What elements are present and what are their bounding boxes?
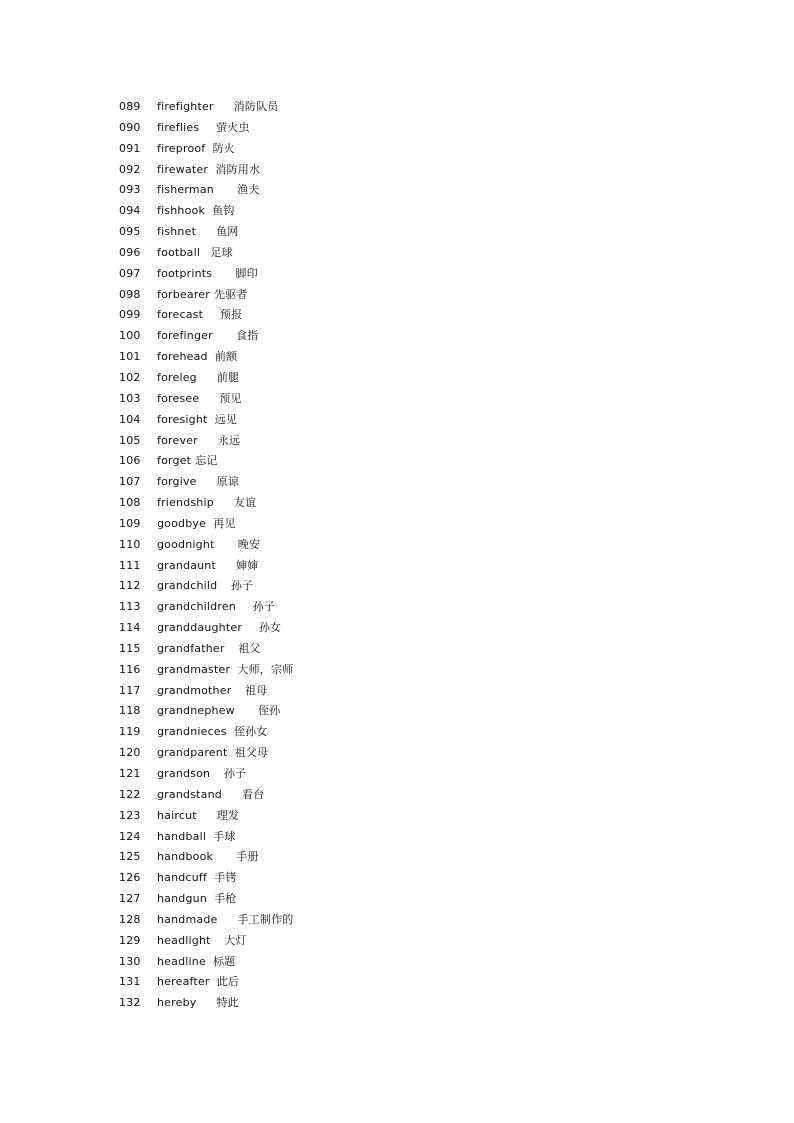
- list-item: [119, 410, 519, 431]
- entry-meaning: 祖母: [245, 683, 268, 697]
- list-item: [119, 868, 519, 889]
- list-item: [119, 785, 519, 806]
- entry-meaning: 看台: [241, 787, 265, 801]
- entry-meaning: 再见: [213, 516, 236, 530]
- entry-number: 126: [119, 871, 141, 885]
- entry-number: 103: [119, 391, 141, 405]
- entry-word: fishhook: [157, 204, 206, 218]
- entry-meaning: 萤火虫: [216, 120, 250, 134]
- list-item: [119, 972, 519, 993]
- list-item: [119, 701, 519, 722]
- entry-meaning: 远见: [214, 412, 238, 426]
- entry-word: firefighter: [157, 100, 214, 113]
- entry-word: forefinger: [157, 329, 213, 343]
- entry-number: 111: [119, 558, 141, 572]
- entry-meaning: 脚印: [235, 266, 258, 280]
- entry-meaning: 消防队员: [233, 100, 279, 113]
- entry-number: 109: [119, 516, 141, 530]
- entry-word: fishnet: [157, 225, 197, 239]
- list-item: [119, 639, 519, 660]
- entry-number: 124: [119, 829, 141, 843]
- entry-meaning: 预报: [219, 308, 243, 322]
- list-item: [119, 931, 519, 952]
- entry-word: forever: [157, 433, 198, 447]
- entry-number: 128: [119, 912, 141, 926]
- list-item: [119, 201, 519, 222]
- entry-word: handmade: [157, 912, 218, 926]
- entry-word: grandfather: [157, 641, 225, 655]
- entry-number: 127: [119, 892, 141, 906]
- list-item: [119, 535, 519, 556]
- list-item: [119, 681, 519, 702]
- entry-meaning: 防火: [212, 141, 235, 155]
- list-item: [119, 160, 519, 181]
- entry-number: 117: [119, 683, 141, 697]
- entry-meaning: 食指: [236, 329, 259, 343]
- list-item: [119, 618, 519, 639]
- entry-word: granddaughter: [157, 621, 243, 635]
- entry-word: handcuff: [157, 871, 208, 885]
- list-item: [119, 431, 519, 452]
- list-item: [119, 556, 519, 577]
- entry-word: forecast: [157, 308, 204, 322]
- entry-meaning: 晚安: [237, 537, 261, 551]
- list-item: [119, 993, 519, 1014]
- entry-number: 108: [119, 496, 141, 510]
- entry-number: 132: [119, 996, 141, 1010]
- vocabulary-list: [119, 97, 519, 1014]
- entry-number: 115: [119, 641, 141, 655]
- list-item: [119, 910, 519, 931]
- entry-word: football: [157, 245, 201, 259]
- list-item: [119, 847, 519, 868]
- entry-word: grandson: [157, 767, 211, 780]
- list-item: [119, 368, 519, 389]
- entry-number: 131: [119, 975, 141, 989]
- entry-word: forgive: [157, 475, 197, 489]
- entry-meaning: 足球: [210, 245, 233, 259]
- entry-meaning: 忘记: [195, 454, 218, 468]
- entry-word: haircut: [157, 808, 197, 822]
- entry-number: 102: [119, 370, 141, 384]
- entry-number: 104: [119, 412, 141, 426]
- entry-meaning: 先驱者: [214, 287, 248, 301]
- list-item: [119, 222, 519, 243]
- entry-word: footprints: [157, 266, 213, 280]
- entry-number: 116: [119, 662, 141, 676]
- entry-meaning: 前额: [214, 350, 238, 364]
- entry-word: foreleg: [157, 370, 197, 384]
- entry-word: headlight: [157, 933, 211, 947]
- entry-word: firewater: [157, 162, 209, 176]
- entry-word: handball: [157, 829, 207, 843]
- entry-word: foresee: [157, 391, 200, 405]
- list-item: [119, 305, 519, 326]
- entry-meaning: 孙子: [252, 600, 276, 614]
- entry-meaning: 孙子: [230, 579, 254, 593]
- entry-number: 098: [119, 287, 141, 301]
- entry-word: foresight: [157, 412, 208, 426]
- entry-number: 096: [119, 245, 141, 259]
- list-item: [119, 139, 519, 160]
- list-item: [119, 451, 519, 472]
- entry-meaning: 孙女: [258, 621, 282, 635]
- list-item: [119, 722, 519, 743]
- entry-meaning: 祖父: [238, 641, 261, 655]
- entry-word: grandstand: [157, 787, 222, 801]
- list-item: [119, 806, 519, 827]
- entry-meaning: 大灯: [224, 933, 247, 947]
- list-item: [119, 97, 519, 118]
- entry-word: grandnieces: [157, 725, 227, 739]
- entry-number: 094: [119, 204, 141, 218]
- list-item: [119, 347, 519, 368]
- list-item: [119, 597, 519, 618]
- entry-number: 112: [119, 579, 141, 593]
- entry-number: 123: [119, 808, 141, 822]
- entry-word: handgun: [157, 892, 207, 906]
- entry-number: 097: [119, 266, 141, 280]
- entry-meaning: 手工制作的: [237, 912, 294, 926]
- list-item: [119, 180, 519, 201]
- list-item: [119, 243, 519, 264]
- entry-word: hereafter: [157, 975, 210, 989]
- entry-meaning: 鱼钩: [212, 204, 235, 218]
- entry-word: hereby: [157, 996, 197, 1010]
- entry-number: 093: [119, 183, 141, 197]
- list-item: [119, 889, 519, 910]
- entry-number: 091: [119, 141, 141, 155]
- list-item: [119, 389, 519, 410]
- entry-word: friendship: [157, 496, 214, 510]
- entry-word: fireflies: [157, 120, 200, 134]
- entry-meaning: 手枪: [214, 892, 237, 906]
- entry-meaning: 理发: [216, 808, 240, 822]
- entry-meaning: 祖父母: [234, 746, 269, 760]
- entry-meaning: 侄孙女: [233, 725, 268, 739]
- list-item: [119, 952, 519, 973]
- entry-meaning: 渔夫: [237, 183, 260, 197]
- entry-number: 105: [119, 433, 141, 447]
- entry-meaning: 孙子: [223, 767, 247, 780]
- list-item: [119, 514, 519, 535]
- list-item: [119, 285, 519, 306]
- entry-meaning: 手球: [213, 829, 236, 843]
- entry-number: 106: [119, 454, 141, 468]
- entry-word: grandmother: [157, 683, 232, 697]
- entry-word: grandchildren: [157, 600, 236, 614]
- entry-number: 099: [119, 308, 141, 322]
- entry-word: grandnephew: [157, 704, 235, 718]
- entry-word: forget: [157, 454, 192, 468]
- entry-meaning: 友谊: [233, 496, 257, 510]
- entry-number: 122: [119, 787, 141, 801]
- list-item: [119, 326, 519, 347]
- entry-number: 100: [119, 329, 141, 343]
- entry-number: 118: [119, 704, 141, 718]
- list-item: [119, 493, 519, 514]
- entry-number: 130: [119, 954, 141, 968]
- entry-number: 119: [119, 725, 141, 739]
- entry-number: 107: [119, 475, 141, 489]
- entry-number: 125: [119, 850, 141, 864]
- entry-meaning: 此后: [216, 975, 240, 989]
- list-item: [119, 118, 519, 139]
- entry-meaning: 消防用水: [215, 162, 261, 176]
- list-item: [119, 472, 519, 493]
- list-item: [119, 660, 519, 681]
- entry-word: fireproof: [157, 141, 206, 155]
- entry-number: 090: [119, 120, 141, 134]
- entry-number: 095: [119, 225, 141, 239]
- entry-number: 129: [119, 933, 141, 947]
- entry-meaning: 侄孙: [258, 704, 281, 718]
- entry-number: 089: [119, 100, 141, 113]
- entry-meaning: 前腿: [216, 370, 240, 384]
- entry-word: forehead: [157, 350, 208, 364]
- entry-word: grandaunt: [157, 558, 216, 572]
- entry-number: 121: [119, 767, 141, 780]
- entry-meaning: 预见: [219, 391, 242, 405]
- entry-meaning: 鱼网: [216, 225, 239, 239]
- entry-word: goodbye: [157, 516, 207, 530]
- entry-meaning: 手册: [236, 850, 259, 864]
- entry-word: grandmaster: [157, 662, 231, 676]
- entry-meaning: 原谅: [216, 475, 240, 489]
- list-item: [119, 764, 519, 785]
- entry-word: grandchild: [157, 579, 218, 593]
- entry-meaning: 标题: [213, 954, 236, 968]
- entry-word: headline: [157, 954, 206, 968]
- list-item: [119, 827, 519, 848]
- entry-meaning: 婶婶: [236, 558, 259, 572]
- entry-word: forbearer: [157, 287, 210, 301]
- entry-number: 120: [119, 746, 141, 760]
- entry-number: 092: [119, 162, 141, 176]
- entry-word: grandparent: [157, 746, 228, 760]
- entry-meaning: 特此: [216, 996, 239, 1010]
- entry-word: fisherman: [157, 183, 214, 197]
- entry-number: 113: [119, 600, 141, 614]
- list-item: [119, 743, 519, 764]
- entry-number: 110: [119, 537, 141, 551]
- entry-meaning: 大师，宗师: [237, 662, 294, 676]
- list-item: [119, 576, 519, 597]
- entry-number: 101: [119, 350, 141, 364]
- entry-number: 114: [119, 621, 141, 635]
- entry-word: handbook: [157, 850, 214, 864]
- entry-word: goodnight: [157, 537, 215, 551]
- entry-meaning: 手铐: [214, 871, 237, 885]
- entry-meaning: 永远: [217, 433, 241, 447]
- list-item: [119, 264, 519, 285]
